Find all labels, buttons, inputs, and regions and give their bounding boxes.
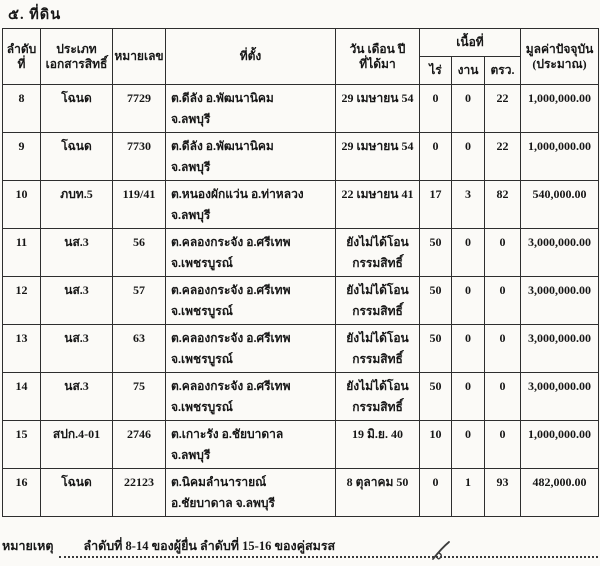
cell-location: ต.ดีลัง อ.พัฒนานิคม จ.ลพบุรี (166, 133, 336, 181)
cell-location: ต.ดีลัง อ.พัฒนานิคม จ.ลพบุรี (166, 85, 336, 133)
cell-value: 3,000,000.00 (521, 325, 599, 373)
handwritten-mark (430, 540, 454, 562)
cell-number: 7729 (113, 85, 166, 133)
cell-rai: 50 (420, 277, 452, 325)
table-row (3, 85, 599, 133)
col-header-location: ที่ตั้ง (166, 29, 336, 85)
cell-rai: 0 (420, 85, 452, 133)
cell-date: 29 เมษายน 54 (336, 133, 420, 181)
cell-rai: 10 (420, 421, 452, 469)
table-row (3, 325, 599, 373)
cell-doc-type: นส.3 (41, 229, 113, 277)
cell-location: ต.คลองกระจัง อ.ศรีเทพ จ.เพชรบูรณ์ (166, 229, 336, 277)
table-row (3, 133, 599, 181)
cell-number: 75 (113, 373, 166, 421)
cell-number: 63 (113, 325, 166, 373)
cell-no: 14 (3, 373, 41, 421)
col-header-rai: ไร่ (420, 57, 452, 85)
remarks-dotted-line (59, 536, 598, 558)
cell-date: 19 มิ.ย. 40 (336, 421, 420, 469)
cell-no: 9 (3, 133, 41, 181)
cell-doc-type: นส.3 (41, 325, 113, 373)
cell-ngan: 0 (452, 325, 485, 373)
cell-sqwa: 0 (485, 229, 521, 277)
cell-sqwa: 0 (485, 421, 521, 469)
cell-ngan: 3 (452, 181, 485, 229)
page-title: ๕. ที่ดิน (8, 7, 62, 23)
cell-number: 7730 (113, 133, 166, 181)
cell-number: 119/41 (113, 181, 166, 229)
cell-sqwa: 0 (485, 325, 521, 373)
cell-location: ต.เกาะรัง อ.ชัยบาดาล จ.ลพบุรี (166, 421, 336, 469)
cell-location: ต.คลองกระจัง อ.ศรีเทพ จ.เพชรบูรณ์ (166, 325, 336, 373)
cell-rai: 0 (420, 133, 452, 181)
cell-number: 22123 (113, 469, 166, 517)
cell-value: 3,000,000.00 (521, 229, 599, 277)
col-header-ngan: งาน (452, 57, 485, 85)
col-header-date-acquired: วัน เดือน ปี ที่ได้มา (336, 29, 420, 85)
cell-value: 1,000,000.00 (521, 421, 599, 469)
cell-rai: 0 (420, 469, 452, 517)
cell-date: ยังไม่ได้โอน กรรมสิทธิ์ (336, 373, 420, 421)
remarks-label: หมายเหตุ (2, 539, 54, 553)
cell-no: 8 (3, 85, 41, 133)
cell-ngan: 0 (452, 85, 485, 133)
cell-sqwa: 82 (485, 181, 521, 229)
cell-number: 56 (113, 229, 166, 277)
cell-value: 482,000.00 (521, 469, 599, 517)
cell-no: 11 (3, 229, 41, 277)
cell-value: 1,000,000.00 (521, 133, 599, 181)
cell-location: ต.คลองกระจัง อ.ศรีเทพ จ.เพชรบูรณ์ (166, 277, 336, 325)
cell-date: 29 เมษายน 54 (336, 85, 420, 133)
cell-no: 13 (3, 325, 41, 373)
cell-no: 15 (3, 421, 41, 469)
col-header-number: หมายเลข (113, 29, 166, 85)
cell-doc-type: โฉนด (41, 85, 113, 133)
cell-location: ต.คลองกระจัง อ.ศรีเทพ จ.เพชรบูรณ์ (166, 373, 336, 421)
land-assets-table (2, 28, 599, 517)
cell-no: 16 (3, 469, 41, 517)
table-row (3, 469, 599, 517)
cell-sqwa: 0 (485, 277, 521, 325)
cell-value: 540,000.00 (521, 181, 599, 229)
cell-number: 57 (113, 277, 166, 325)
col-header-sqwa: ตรว. (485, 57, 521, 85)
cell-sqwa: 22 (485, 133, 521, 181)
cell-value: 1,000,000.00 (521, 85, 599, 133)
cell-doc-type: โฉนด (41, 469, 113, 517)
col-header-area-group: เนื้อที่ (420, 29, 521, 57)
cell-date: ยังไม่ได้โอน กรรมสิทธิ์ (336, 277, 420, 325)
cell-value: 3,000,000.00 (521, 373, 599, 421)
cell-ngan: 0 (452, 277, 485, 325)
cell-sqwa: 22 (485, 85, 521, 133)
cell-doc-type: ภบท.5 (41, 181, 113, 229)
cell-rai: 50 (420, 325, 452, 373)
cell-doc-type: นส.3 (41, 277, 113, 325)
cell-location: ต.นิคมลำนารายณ์ อ.ชัยบาดาล จ.ลพบุรี (166, 469, 336, 517)
cell-doc-type: สปก.4-01 (41, 421, 113, 469)
cell-ngan: 0 (452, 373, 485, 421)
cell-date: ยังไม่ได้โอน กรรมสิทธิ์ (336, 229, 420, 277)
col-header-current-value: มูลค่าปัจจุบัน (ประมาณ) (521, 29, 599, 85)
cell-rai: 17 (420, 181, 452, 229)
cell-no: 10 (3, 181, 41, 229)
cell-date: 8 ตุลาคม 50 (336, 469, 420, 517)
cell-ngan: 0 (452, 229, 485, 277)
col-header-no: ลำดับ ที่ (3, 29, 41, 85)
remarks-row (2, 536, 598, 558)
cell-sqwa: 93 (485, 469, 521, 517)
cell-sqwa: 0 (485, 373, 521, 421)
cell-location: ต.หนองผักแว่น อ.ท่าหลวง จ.ลพบุรี (166, 181, 336, 229)
table-row (3, 229, 599, 277)
cell-ngan: 0 (452, 421, 485, 469)
cell-number: 2746 (113, 421, 166, 469)
cell-rai: 50 (420, 373, 452, 421)
header-row-main (3, 29, 599, 57)
cell-value: 3,000,000.00 (521, 277, 599, 325)
table-row (3, 421, 599, 469)
table-row (3, 277, 599, 325)
cell-doc-type: โฉนด (41, 133, 113, 181)
cell-ngan: 1 (452, 469, 485, 517)
table-row (3, 181, 599, 229)
col-header-doc-type: ประเภท เอกสารสิทธิ์ (41, 29, 113, 85)
cell-doc-type: นส.3 (41, 373, 113, 421)
cell-date: ยังไม่ได้โอน กรรมสิทธิ์ (336, 325, 420, 373)
cell-date: 22 เมษายน 41 (336, 181, 420, 229)
table-row (3, 373, 599, 421)
cell-rai: 50 (420, 229, 452, 277)
remarks-text: ลำดับที่ 8-14 ของผู้ยื่น ลำดับที่ 15-16 ของคู่สมรส (83, 539, 336, 553)
cell-ngan: 0 (452, 133, 485, 181)
cell-no: 12 (3, 277, 41, 325)
